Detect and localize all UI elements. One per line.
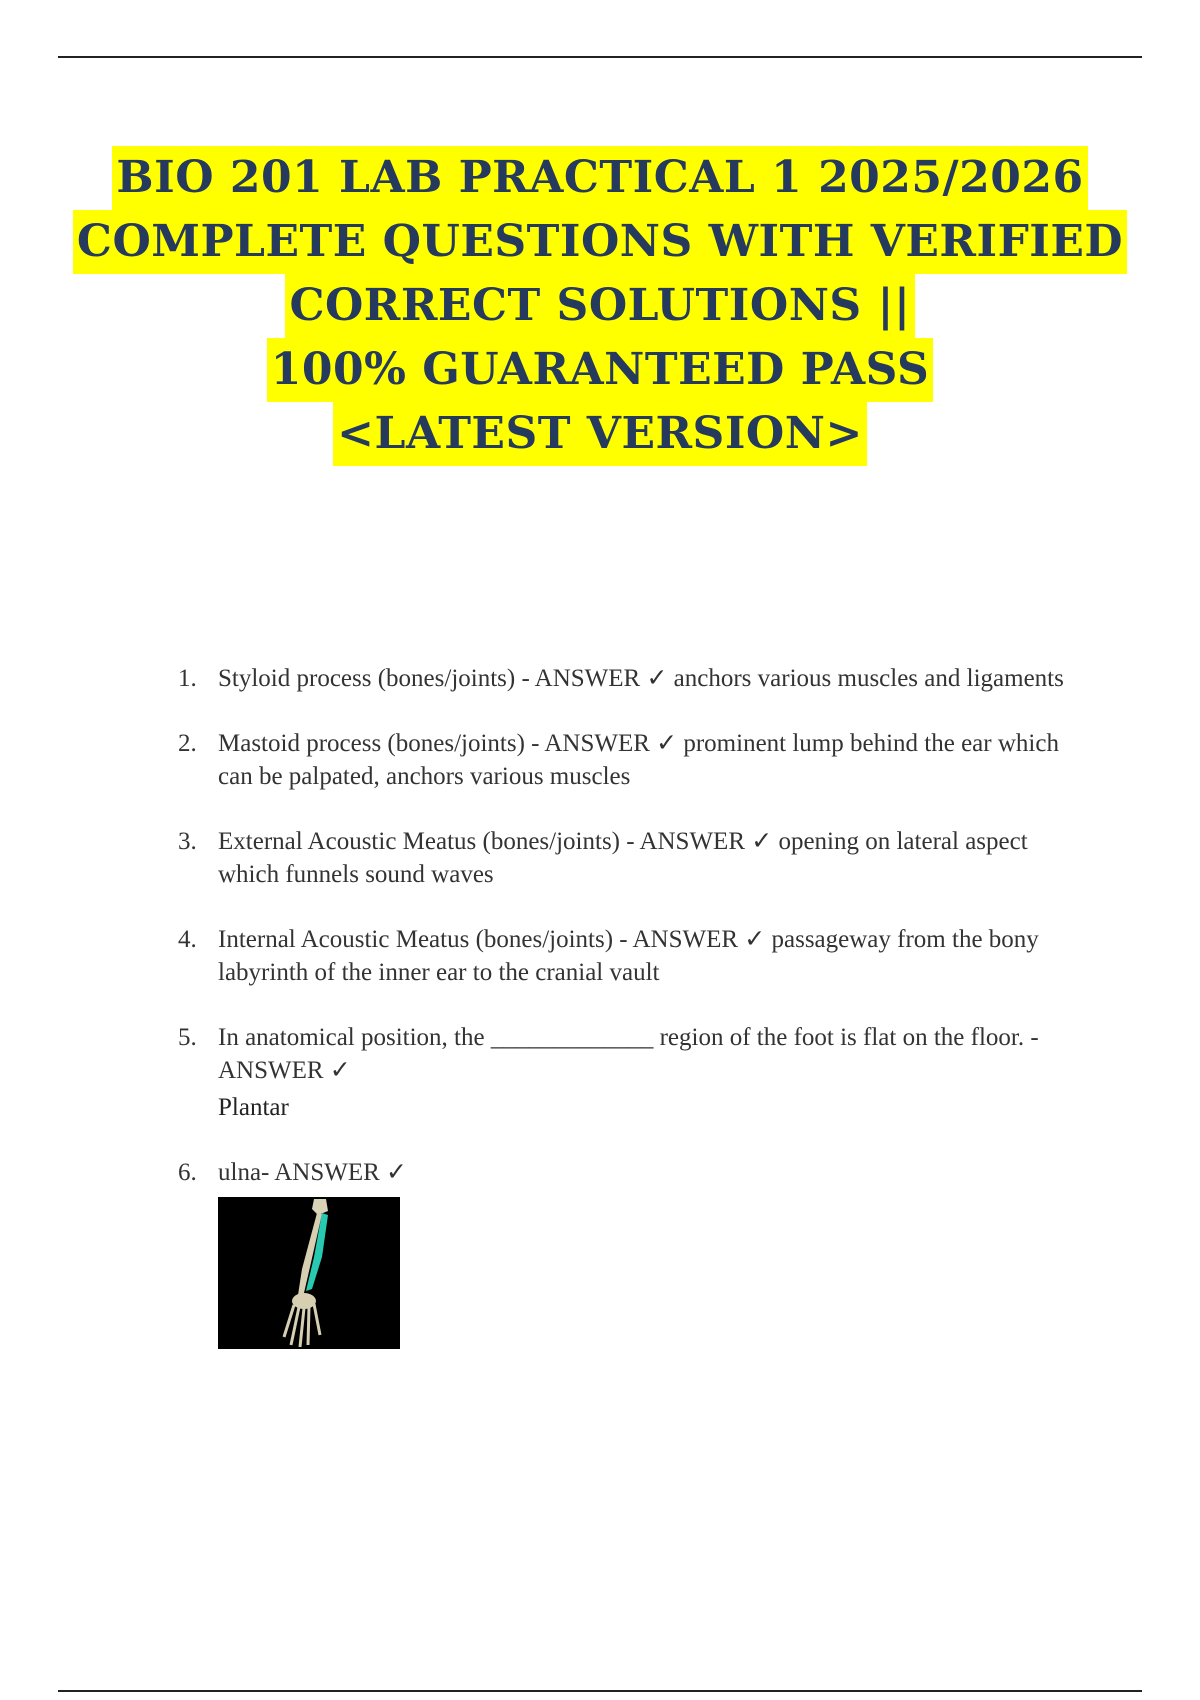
item-text: In anatomical position, the _____________ region of the foot is flat on the floor. - ANSWER ✓ xyxy=(218,1024,1039,1084)
item-number: 6. xyxy=(178,1159,197,1186)
forearm-skeleton-icon xyxy=(218,1197,400,1349)
item-text: External Acoustic Meatus (bones/joints) - ANSWER ✓ opening on lateral aspect which funnels sound waves xyxy=(218,828,1028,888)
list-item xyxy=(178,825,1088,891)
item-number: 5. xyxy=(178,1024,197,1051)
item-number: 2. xyxy=(178,730,197,757)
top-rule xyxy=(58,56,1142,58)
bottom-rule xyxy=(58,1690,1142,1692)
item-text: ulna- ANSWER ✓ xyxy=(218,1159,407,1186)
list-item xyxy=(178,923,1088,989)
item-number: 4. xyxy=(178,926,197,953)
item-text: Internal Acoustic Meatus (bones/joints) - ANSWER ✓ passageway from the bony labyrinth of the inner ear to the cranial vault xyxy=(218,926,1039,986)
item-number: 3. xyxy=(178,828,197,855)
item-content xyxy=(218,1156,1088,1349)
title-line-2: COMPLETE QUESTIONS WITH VERIFIED xyxy=(73,210,1127,274)
document-title xyxy=(0,146,1200,466)
title-line-1: BIO 201 LAB PRACTICAL 1 2025/2026 xyxy=(112,146,1087,210)
title-line-3: CORRECT SOLUTIONS || xyxy=(285,274,914,338)
title-line-4: 100% GUARANTEED PASS xyxy=(267,338,934,402)
item-answer: Plantar xyxy=(218,1094,289,1121)
question-list xyxy=(178,662,1088,1381)
list-item xyxy=(178,727,1088,793)
item-number: 1. xyxy=(178,665,197,692)
item-content xyxy=(218,1021,1088,1124)
list-item xyxy=(178,1021,1088,1124)
item-text: Mastoid process (bones/joints) - ANSWER ✓ prominent lump behind the ear which can be palpated, anchors various muscles xyxy=(218,730,1059,790)
item-text: Styloid process (bones/joints) - ANSWER ✓ anchors various muscles and ligaments xyxy=(218,665,1064,692)
list-item xyxy=(178,1156,1088,1349)
title-line-5: <LATEST VERSION> xyxy=(333,402,867,466)
list-item xyxy=(178,662,1088,695)
